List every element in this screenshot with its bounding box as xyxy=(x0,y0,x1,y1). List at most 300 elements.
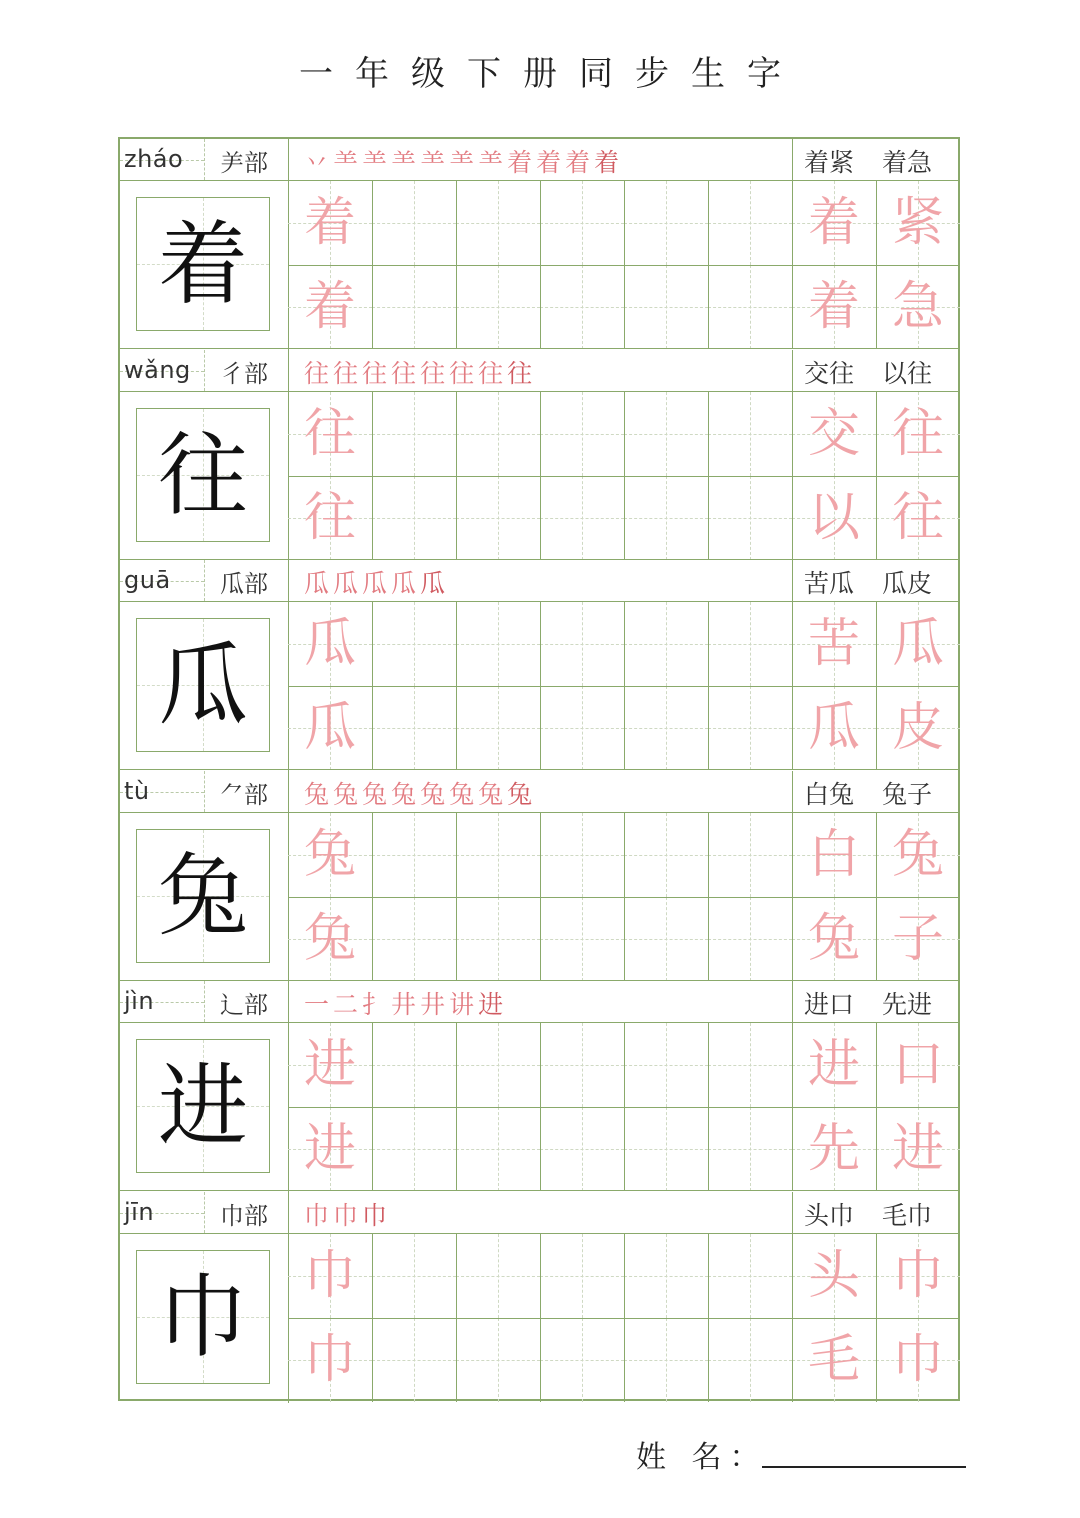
example-words xyxy=(804,1196,954,1232)
example-words xyxy=(804,354,954,390)
trace-character: 兔 xyxy=(807,908,860,969)
main-character-box xyxy=(136,197,270,331)
guide-line xyxy=(540,939,624,940)
practice-cell[interactable] xyxy=(708,813,792,897)
guide-line xyxy=(624,855,708,856)
trace-character: 进 xyxy=(303,1119,356,1179)
trace-character: 着 xyxy=(303,277,356,337)
practice-cell[interactable] xyxy=(708,1023,792,1107)
example-word: 着急 xyxy=(882,148,933,177)
example-word: 兔子 xyxy=(882,779,933,809)
section-header xyxy=(120,350,958,392)
stroke-step: 巾 xyxy=(333,1200,363,1230)
practice-cell[interactable] xyxy=(540,1234,624,1318)
guide-line xyxy=(456,855,540,856)
practice-cell[interactable] xyxy=(792,392,876,476)
practice-cell[interactable] xyxy=(288,1107,372,1191)
guide-line xyxy=(540,644,624,645)
guide-line xyxy=(456,939,540,940)
stroke-step: 兔 xyxy=(449,779,479,809)
stroke-step: 往 xyxy=(420,358,450,388)
trace-character: 着 xyxy=(807,277,860,337)
stroke-step: 二 xyxy=(333,990,363,1019)
practice-cell[interactable] xyxy=(540,392,624,476)
practice-cell[interactable] xyxy=(792,897,876,981)
practice-cell[interactable] xyxy=(624,897,708,981)
stroke-step: 兔 xyxy=(420,779,450,809)
guide-line xyxy=(456,434,540,435)
practice-cell[interactable] xyxy=(288,181,372,265)
trace-character: 着 xyxy=(807,193,860,253)
header-divider xyxy=(792,1192,793,1233)
guide-line xyxy=(540,1149,624,1150)
header-divider xyxy=(204,1192,205,1233)
practice-cell[interactable] xyxy=(876,1107,960,1191)
practice-cell[interactable] xyxy=(372,686,456,770)
stroke-step: 巾 xyxy=(362,1200,392,1230)
guide-line xyxy=(708,644,792,645)
header-divider xyxy=(792,350,793,391)
practice-cell[interactable] xyxy=(708,265,792,349)
trace-character: 先 xyxy=(807,1119,860,1179)
guide-line xyxy=(540,1065,624,1066)
pinyin-label: jìn xyxy=(124,987,155,1015)
practice-cell[interactable] xyxy=(540,1318,624,1402)
stroke-order xyxy=(304,1196,391,1232)
example-words xyxy=(804,143,954,179)
guide-line xyxy=(540,1276,624,1277)
trace-character: 往 xyxy=(891,487,944,548)
stroke-step: 往 xyxy=(449,358,479,388)
practice-cell[interactable] xyxy=(540,686,624,770)
guide-line xyxy=(624,1065,708,1066)
example-word: 以往 xyxy=(882,358,933,388)
trace-character: 瓜 xyxy=(303,614,356,674)
stroke-step: 兔 xyxy=(304,779,334,809)
main-character-box xyxy=(136,829,270,963)
practice-cell[interactable] xyxy=(876,1318,960,1402)
practice-cell[interactable] xyxy=(372,602,456,686)
practice-cell[interactable] xyxy=(708,476,792,560)
pinyin-label: wǎng xyxy=(124,355,191,384)
practice-cell[interactable] xyxy=(540,265,624,349)
practice-cell[interactable] xyxy=(456,897,540,981)
example-word: 白兔 xyxy=(804,779,855,809)
practice-cell[interactable] xyxy=(456,602,540,686)
stroke-step: 兔 xyxy=(333,779,363,809)
guide-line xyxy=(372,1276,456,1277)
practice-cell[interactable] xyxy=(456,1107,540,1191)
practice-cell[interactable] xyxy=(708,392,792,476)
trace-character: 头 xyxy=(807,1245,860,1306)
guide-line xyxy=(372,728,456,729)
stroke-step: 扌 xyxy=(362,990,392,1019)
main-character: 往 xyxy=(158,422,248,528)
practice-cell[interactable] xyxy=(288,1318,372,1402)
grid-line xyxy=(288,1107,960,1108)
practice-cell[interactable] xyxy=(288,686,372,770)
guide-line xyxy=(708,728,792,729)
practice-cell[interactable] xyxy=(876,686,960,770)
trace-character: 子 xyxy=(891,908,944,969)
guide-line xyxy=(456,307,540,308)
main-character: 着 xyxy=(158,212,248,317)
guide-line xyxy=(624,518,708,519)
practice-cell[interactable] xyxy=(288,1023,372,1107)
practice-cell[interactable] xyxy=(708,686,792,770)
stroke-step: 巾 xyxy=(304,1200,334,1230)
stroke-step: 瓜 xyxy=(420,569,450,598)
stroke-step: 兔 xyxy=(362,779,392,809)
practice-cell[interactable] xyxy=(288,392,372,476)
stroke-step: 瓜 xyxy=(391,569,421,598)
practice-cell[interactable] xyxy=(876,392,960,476)
page-title: 一年级下册同步生字 xyxy=(299,54,803,94)
trace-character: 巾 xyxy=(891,1245,944,1306)
practice-cell[interactable] xyxy=(372,813,456,897)
trace-character: 交 xyxy=(807,403,860,464)
grid-line xyxy=(288,686,960,687)
guide-line xyxy=(456,1360,540,1361)
practice-cell[interactable] xyxy=(456,1023,540,1107)
pinyin-label: zháo xyxy=(124,145,184,173)
practice-cell[interactable] xyxy=(372,476,456,560)
practice-cell[interactable] xyxy=(456,686,540,770)
practice-grid xyxy=(288,392,958,561)
radical-label: 辶部 xyxy=(220,991,268,1019)
section-header xyxy=(120,1192,958,1234)
character-section xyxy=(120,139,958,350)
practice-cell[interactable] xyxy=(876,813,960,897)
practice-cell[interactable] xyxy=(624,1234,708,1318)
practice-cell[interactable] xyxy=(792,1107,876,1191)
header-divider xyxy=(792,560,793,601)
section-header xyxy=(120,981,958,1023)
guide-line xyxy=(372,307,456,308)
practice-cell[interactable] xyxy=(540,602,624,686)
guide-line xyxy=(708,307,792,308)
guide-line xyxy=(708,223,792,224)
header-divider xyxy=(204,560,205,601)
practice-cell[interactable] xyxy=(288,265,372,349)
header-divider xyxy=(204,771,205,812)
trace-character: 口 xyxy=(891,1035,944,1095)
example-word: 头巾 xyxy=(804,1200,855,1230)
guide-line xyxy=(540,307,624,308)
guide-line xyxy=(456,644,540,645)
example-word: 着紧 xyxy=(804,148,855,177)
practice-cell[interactable] xyxy=(624,1318,708,1402)
guide-line xyxy=(708,434,792,435)
guide-line xyxy=(456,1065,540,1066)
example-word: 进口 xyxy=(804,990,855,1019)
grid-line xyxy=(288,476,960,477)
practice-cell[interactable] xyxy=(876,1023,960,1107)
section-header xyxy=(120,560,958,602)
example-word: 瓜皮 xyxy=(882,569,933,598)
trace-character: 巾 xyxy=(303,1329,356,1390)
trace-character: 进 xyxy=(303,1035,356,1095)
stroke-step: 往 xyxy=(391,358,421,388)
trace-character: 兔 xyxy=(891,824,944,885)
guide-line xyxy=(708,518,792,519)
guide-line xyxy=(372,1065,456,1066)
practice-cell[interactable] xyxy=(288,1234,372,1318)
header-divider xyxy=(792,139,793,180)
guide-line xyxy=(624,307,708,308)
guide-line xyxy=(708,1065,792,1066)
character-section xyxy=(120,981,958,1192)
stroke-step: ⺷ xyxy=(449,148,479,177)
practice-cell[interactable] xyxy=(456,1234,540,1318)
main-character: 巾 xyxy=(158,1264,248,1370)
practice-cell[interactable] xyxy=(792,476,876,560)
character-section xyxy=(120,771,958,982)
stroke-step: 瓜 xyxy=(333,569,363,598)
practice-cell[interactable] xyxy=(288,897,372,981)
trace-character: 以 xyxy=(807,487,860,548)
stroke-step: ⺷ xyxy=(391,148,421,177)
practice-cell[interactable] xyxy=(372,1107,456,1191)
trace-character: 苦 xyxy=(807,614,860,674)
guide-line xyxy=(372,223,456,224)
guide-line xyxy=(624,939,708,940)
practice-cell[interactable] xyxy=(792,813,876,897)
guide-line xyxy=(708,1276,792,1277)
radical-label: 巾部 xyxy=(220,1201,268,1230)
practice-grid xyxy=(288,1023,958,1192)
practice-cell[interactable] xyxy=(708,1318,792,1402)
guide-line xyxy=(456,728,540,729)
practice-cell[interactable] xyxy=(876,1234,960,1318)
stroke-step: ⺷ xyxy=(478,148,508,177)
guide-line xyxy=(624,1149,708,1150)
practice-cell[interactable] xyxy=(876,476,960,560)
practice-cell[interactable] xyxy=(372,897,456,981)
practice-cell[interactable] xyxy=(624,813,708,897)
practice-cell[interactable] xyxy=(708,1234,792,1318)
stroke-step: 往 xyxy=(478,358,508,388)
practice-cell[interactable] xyxy=(540,1023,624,1107)
trace-character: 进 xyxy=(891,1119,944,1179)
stroke-step: 井 xyxy=(391,990,421,1019)
practice-cell[interactable] xyxy=(792,265,876,349)
practice-cell[interactable] xyxy=(708,181,792,265)
practice-cell[interactable] xyxy=(372,392,456,476)
main-character: 瓜 xyxy=(158,633,248,738)
guide-line xyxy=(372,855,456,856)
practice-cell[interactable] xyxy=(456,265,540,349)
practice-cell[interactable] xyxy=(792,602,876,686)
stroke-order xyxy=(304,354,536,390)
trace-character: 巾 xyxy=(303,1245,356,1306)
trace-character: 往 xyxy=(303,487,356,548)
practice-cell[interactable] xyxy=(708,897,792,981)
stroke-step: 着 xyxy=(565,148,595,177)
practice-cell[interactable] xyxy=(792,686,876,770)
stroke-step: 着 xyxy=(594,148,624,177)
practice-cell[interactable] xyxy=(792,1318,876,1402)
stroke-step: 讲 xyxy=(449,990,479,1019)
practice-cell[interactable] xyxy=(372,1318,456,1402)
example-words xyxy=(804,564,954,600)
practice-cell[interactable] xyxy=(624,265,708,349)
stroke-step: 瓜 xyxy=(362,569,392,598)
practice-grid xyxy=(288,813,958,982)
guide-line xyxy=(708,855,792,856)
practice-cell[interactable] xyxy=(456,1318,540,1402)
grid-line xyxy=(288,897,960,898)
practice-cell[interactable] xyxy=(792,1234,876,1318)
main-character: 进 xyxy=(158,1054,248,1159)
practice-cell[interactable] xyxy=(288,476,372,560)
practice-cell[interactable] xyxy=(708,1107,792,1191)
header-divider xyxy=(204,139,205,180)
guide-line xyxy=(708,1149,792,1150)
pinyin-label: tù xyxy=(124,776,150,805)
stroke-step: ⺷ xyxy=(362,148,392,177)
practice-grid xyxy=(288,1234,958,1403)
stroke-order xyxy=(304,564,449,600)
trace-character: 往 xyxy=(303,403,356,464)
guide-line xyxy=(540,728,624,729)
stroke-step: 兔 xyxy=(391,779,421,809)
practice-cell[interactable] xyxy=(624,602,708,686)
pinyin-label: guā xyxy=(124,566,171,594)
example-word: 交往 xyxy=(804,358,855,388)
guide-line xyxy=(540,223,624,224)
practice-cell[interactable] xyxy=(288,602,372,686)
practice-cell[interactable] xyxy=(540,476,624,560)
stroke-step: 瓜 xyxy=(304,569,334,598)
section-header xyxy=(120,139,958,181)
practice-cell[interactable] xyxy=(540,181,624,265)
example-words xyxy=(804,985,954,1021)
header-divider xyxy=(792,771,793,812)
practice-cell[interactable] xyxy=(624,1023,708,1107)
radical-label: 彳部 xyxy=(220,359,268,388)
name-input-line[interactable] xyxy=(762,1466,966,1468)
practice-cell[interactable] xyxy=(876,181,960,265)
example-word: 先进 xyxy=(882,990,933,1019)
guide-line xyxy=(372,1360,456,1361)
practice-cell[interactable] xyxy=(708,602,792,686)
practice-cell[interactable] xyxy=(372,265,456,349)
guide-line xyxy=(540,1360,624,1361)
practice-cell[interactable] xyxy=(540,813,624,897)
guide-line xyxy=(540,518,624,519)
stroke-order xyxy=(304,775,536,811)
practice-cell[interactable] xyxy=(456,181,540,265)
practice-cell[interactable] xyxy=(540,897,624,981)
guide-line xyxy=(372,434,456,435)
example-words xyxy=(804,775,954,811)
trace-character: 瓜 xyxy=(303,698,356,758)
stroke-order xyxy=(304,985,507,1021)
practice-cell[interactable] xyxy=(876,602,960,686)
practice-cell[interactable] xyxy=(456,813,540,897)
stroke-step: 往 xyxy=(333,358,363,388)
guide-line xyxy=(540,855,624,856)
practice-cell[interactable] xyxy=(876,897,960,981)
practice-cell[interactable] xyxy=(792,181,876,265)
character-section xyxy=(120,560,958,771)
trace-character: 急 xyxy=(891,277,944,337)
practice-cell[interactable] xyxy=(372,181,456,265)
practice-cell[interactable] xyxy=(540,1107,624,1191)
practice-cell[interactable] xyxy=(624,1107,708,1191)
stroke-step: ⺷ xyxy=(333,148,363,177)
practice-grid xyxy=(288,181,958,350)
practice-cell[interactable] xyxy=(372,1023,456,1107)
trace-character: 兔 xyxy=(303,908,356,969)
stroke-step: ⺷ xyxy=(420,148,450,177)
trace-character: 瓜 xyxy=(807,698,860,758)
main-character-box xyxy=(136,618,270,752)
guide-line xyxy=(624,728,708,729)
guide-line xyxy=(372,1149,456,1150)
main-character: 兔 xyxy=(158,843,248,949)
stroke-step: 着 xyxy=(536,148,566,177)
stroke-step: 进 xyxy=(478,990,508,1019)
stroke-step: 井 xyxy=(420,990,450,1019)
trace-character: 巾 xyxy=(891,1329,944,1390)
practice-cell[interactable] xyxy=(624,476,708,560)
main-character-box xyxy=(136,1250,270,1384)
guide-line xyxy=(708,939,792,940)
pinyin-label: jīn xyxy=(124,1197,155,1226)
guide-line xyxy=(372,518,456,519)
practice-cell[interactable] xyxy=(792,1023,876,1107)
guide-line xyxy=(540,434,624,435)
radical-label: ⺶部 xyxy=(220,149,268,177)
section-header xyxy=(120,771,958,813)
practice-cell[interactable] xyxy=(624,181,708,265)
trace-character: 进 xyxy=(807,1035,860,1095)
practice-cell[interactable] xyxy=(456,476,540,560)
guide-line xyxy=(624,1360,708,1361)
trace-character: 白 xyxy=(807,824,860,885)
stroke-step: 一 xyxy=(304,990,334,1019)
grid-line xyxy=(288,265,960,266)
character-section xyxy=(120,1192,958,1403)
guide-line xyxy=(456,1149,540,1150)
stroke-step: 往 xyxy=(507,358,537,388)
trace-character: 毛 xyxy=(807,1329,860,1390)
stroke-step: 往 xyxy=(362,358,392,388)
trace-character: 紧 xyxy=(891,193,944,253)
practice-cell[interactable] xyxy=(372,1234,456,1318)
trace-character: 兔 xyxy=(303,824,356,885)
character-section xyxy=(120,350,958,561)
name-label: 姓 名： xyxy=(636,1440,768,1475)
practice-cell[interactable] xyxy=(876,265,960,349)
practice-cell[interactable] xyxy=(456,392,540,476)
example-word: 毛巾 xyxy=(882,1200,933,1230)
header-divider xyxy=(792,981,793,1022)
guide-line xyxy=(624,1276,708,1277)
stroke-order xyxy=(304,143,623,179)
radical-label: ⺈部 xyxy=(220,780,268,809)
header-divider xyxy=(204,350,205,391)
practice-grid xyxy=(288,602,958,771)
practice-cell[interactable] xyxy=(288,813,372,897)
stroke-step: 兔 xyxy=(507,779,537,809)
stroke-step: 往 xyxy=(304,358,334,388)
practice-cell[interactable] xyxy=(624,686,708,770)
practice-cell[interactable] xyxy=(624,392,708,476)
example-word: 苦瓜 xyxy=(804,569,855,598)
